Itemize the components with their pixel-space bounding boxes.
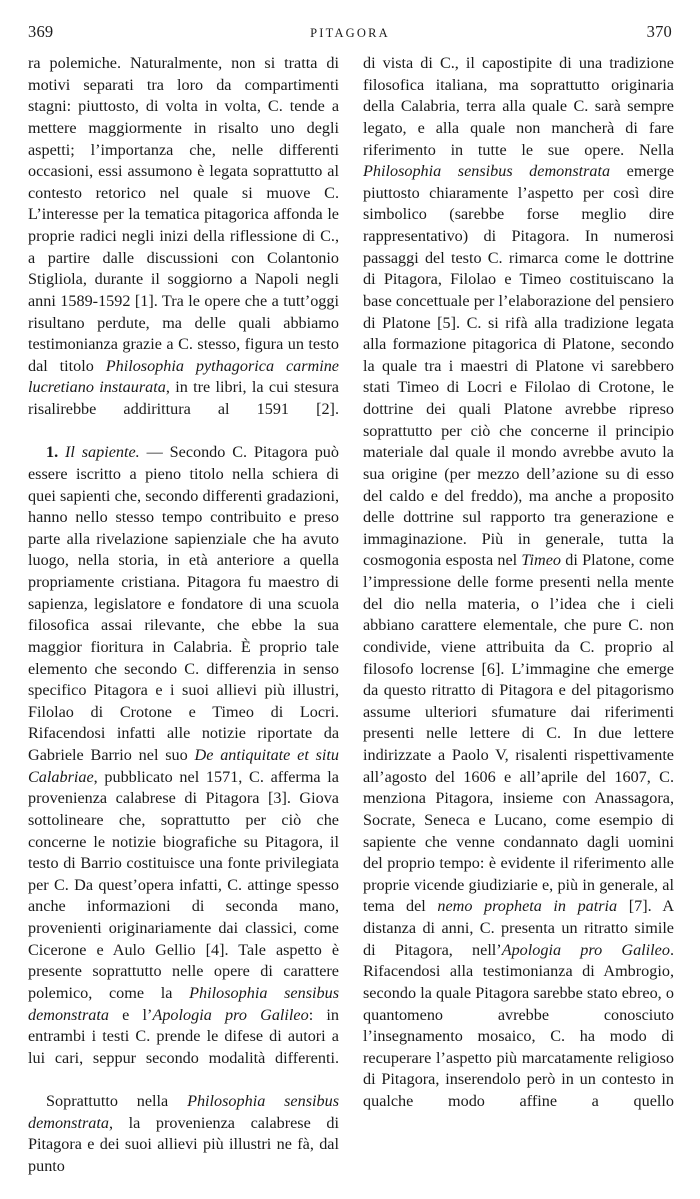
paragraph-text: ra polemiche. Naturalmente, non si tratta di motivi separati tra loro da compartimenti stagni: piuttosto, di volta in volta, C. tende a mettere maggiormente in risalto uno degli aspetti; l’importanza che, nelle differenti occasioni, essi assumono è legata soprattutto al contesto retorico nel quale si muove C. L’interesse per la tematica pitagorica affonda le proprie radici negli inizi della riflessione di C., a partire dalle discussioni con Colantonio Stigliola, durante il soggiorno a Napoli negli anni 1589-1592 [1]. Tra le opere che a tutt’oggi risultano perdute, ma delle quali abbiamo testimonianza grazie a C. stesso, figura un testo dal titolo — [28, 54, 339, 375]
paragraph-continued — [363, 53, 674, 1134]
paragraph-text: di Platone, come l’impressione delle forme presenti nella mente del dio nella materia, o l’idea che i cieli abbiano carattere elementale, che pure C. non condivide, viene attribuita da C. proprio al filosofo locrense [6]. L’immagine che emerge da questo ritratto di Pitagora e del pitagorismo assume ulteriori sfumature dai riferimenti presenti nelle lettere di C. In due lettere indirizzate a Paolo V, risalenti rispettivamente all’agosto del 1606 e all’aprile del 1607, C. menziona Pitagora, insieme con Anassagora, Socrate, Seneca e Lucano, come esempio di sapiente che venne condannato dagli uomini del proprio tempo: è evidente il riferimento alle proprie vicende giudiziarie e, più in generale, al tema del — [363, 551, 675, 916]
paragraph-text: : in entrambi i testi C. prende le difese di autori a lui cari, seppur secondo modalità differenti. — [28, 1005, 339, 1067]
work-title: Timeo — [521, 551, 561, 570]
paragraph-text: , la provenienza calabrese di Pitagora e dei suoi allievi più illustri ne fà, dal punto — [28, 1113, 339, 1175]
work-title: De antiquitate et situ Calabriae — [28, 746, 340, 786]
paragraph-text: Soprattutto nella — [46, 1092, 188, 1110]
paragraph-text: . Rifacendosi alla testimonianza di Ambrogio, secondo la quale Pitagora sarebbe stato ebreo, o quantomeno avrebbe conosciuto l’insegnamento mosaico, C. ha modo di recuperare l’aspetto più marcatamente religioso di Pitagora, inserendolo però in un contesto in qualche modo affine a quello — [363, 940, 674, 1110]
em-dash: — — [139, 443, 170, 462]
paragraph-text: Secondo C. Pitagora può essere iscritto a pieno titolo nella schiera di quei sapienti che, secondo differenti gradazioni, hanno nello stesso tempo contribuito e preso parte alla rivelazione sapienziale che ha avuto luogo, nella storia, in età anteriore a quella propriamente cristiana. Pitagora fu maestro di sapienza, legislatore e fondatore di una scuola filosofica assai rilevante, che ebbe la sua maggior fioritura in Calabria. È proprio tale elemento che secondo C. differenzia in senso specifico Pitagora e i suoi allievi più illustri, Filolao di Crotone e Timeo di Locri. Rifacendosi infatti alle notizie riportate da Gabriele Barrio nel suo — [28, 443, 339, 764]
column-left — [28, 53, 339, 1199]
work-title: Philosophia sensibus demonstrata — [28, 983, 339, 1024]
paragraph-text: [7]. A distanza di anni, C. presenta un ritratto simile di Pitagora, nell’ — [363, 897, 675, 959]
column-right — [363, 53, 674, 1199]
latin-phrase: nemo propheta in patria — [437, 897, 618, 916]
paragraph-continued — [28, 53, 339, 442]
folio-left: 369 — [28, 22, 54, 41]
work-title: Apologia pro Galileo — [152, 1005, 309, 1024]
paragraph-text: di vista di C., il capostipite di una tradizione filosofica italiana, ma soprattutto originaria della Calabria, terra alla quale C. sarà sempre legato, e alla quale non mancherà di fare riferimento in tutte le sue opere. Nella — [363, 54, 674, 159]
folio-right: 370 — [646, 22, 672, 41]
page-title: PITAGORA — [310, 26, 390, 40]
work-title: Philosophia sensibus demonstrata — [28, 1092, 339, 1132]
section-number: 1. — [46, 443, 59, 462]
paragraph-text: e l’ — [108, 1005, 153, 1024]
work-title: Philosophia pythagorica carmine lucretiano instaurata — [28, 356, 339, 397]
running-head — [28, 22, 672, 44]
work-title: Apologia pro Galileo — [501, 940, 670, 959]
work-title: Philosophia sensibus demonstrata — [363, 162, 611, 181]
paragraph — [28, 1091, 339, 1199]
section-title: Il sapiente. — [65, 443, 140, 462]
section-paragraph — [28, 442, 339, 1091]
paragraph-text: emerge piuttosto chiaramente l’aspetto per così dire simbolico (sarebbe forse meglio dire rappresentativo) di Pitagora. In numerosi passaggi del testo C. rimarca come le dottrine di Pitagora, Filolao e Timeo costituiscano la base concettuale per l’elaborazione del pensiero di Platone [5]. C. si rifà alla tradizione legata alla formazione pitagorica di Platone, secondo la quale tra i maestri di Platone vi sarebbero stati Timeo di Locri e Filolao di Crotone, le dottrine dei quali Platone avrebbe ripreso soprattutto per ciò che concerne il principio materiale dal quale il mondo avrebbe avuto la sua origine (per mezzo dell’azione su di esso del caldo e del freddo), ma anche a proposito delle dottrine sul rapporto tra generazione e immaginazione. Più in generale, tutta la cosmogonia esposta nel — [363, 162, 674, 570]
spacer — [58, 443, 65, 461]
paragraph-text: , pubblicato nel 1571, C. afferma la provenienza calabrese di Pitagora [3]. Giova sottolineare che, soprattutto per ciò che concerne le notizie biografiche su Pitagora, il testo di Barrio costituisce una fonte privilegiata per C. Da quest’opera infatti, C. attinge spesso anche informazioni di seconda mano, provenienti originariamente dai classici, come Cicerone e Aulo Gellio [4]. Tale aspetto è presente soprattutto nelle opere di carattere polemico, come la — [28, 767, 339, 1002]
two-column-body — [28, 53, 674, 1199]
paragraph-text: , in tre libri, la cui stesura risalirebbe addirittura al 1591 [2]. — [28, 378, 339, 418]
